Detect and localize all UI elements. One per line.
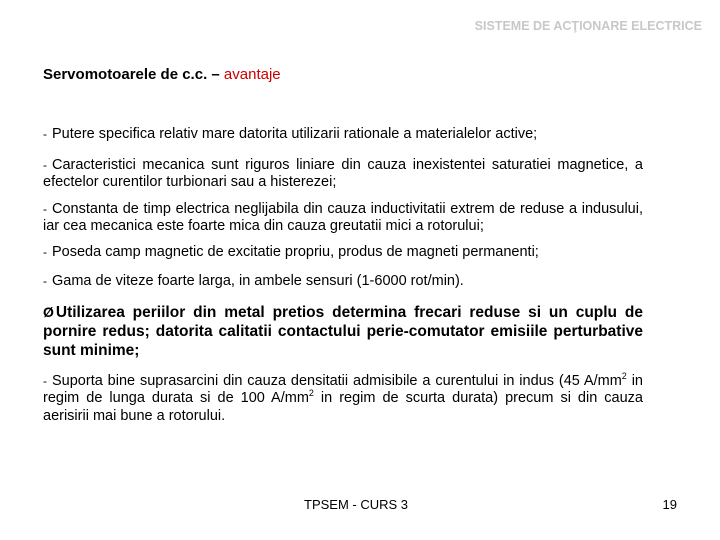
arrow-bullet-icon: Ø <box>43 303 54 320</box>
footer-course: TPSEM - CURS 3 <box>304 497 409 512</box>
dash-marker: - <box>43 244 47 259</box>
bullet-poseda <box>43 244 643 262</box>
bullet-text-b: in regim de lunga durata si de 100 A/mm <box>43 372 643 406</box>
dash-marker: - <box>43 201 47 216</box>
dash-marker: - <box>43 157 47 172</box>
title-highlight: avantaje <box>223 66 281 83</box>
bullet-caracteristici <box>43 157 643 192</box>
dash-marker: - <box>43 373 47 388</box>
superscript: 2 <box>308 388 314 399</box>
bullet-suporta <box>43 370 643 426</box>
header-title: SISTEME DE ACŢIONARE ELECTRICE <box>474 19 702 33</box>
bullet-gama <box>43 273 643 291</box>
slide-title <box>43 66 281 83</box>
bullet-text: Poseda camp magnetic de excitatie propriu, produs de magneti permanenti; <box>52 243 539 260</box>
bullet-constanta <box>43 201 643 236</box>
dash-marker: - <box>43 274 47 288</box>
bullet-text: Utilizarea periilor din metal pretios determina frecari reduse si un cuplu de pornire redus; datorita calitatii contactului perie-comutator emisiile perturbative sunt minime; <box>43 303 643 359</box>
page-number: 19 <box>662 497 677 512</box>
dash-marker: - <box>43 127 47 141</box>
bullet-text-a: Suporta bine suprasarcini din cauza densitatii admisibile a curentului in indus (45 A/mm <box>52 372 622 389</box>
bullet-text: Caracteristici mecanica sunt riguros liniare din cauza inexistentei saturatiei magnetice, a efectelor curentilor turbionari sau a histerezei; <box>43 156 643 190</box>
bullet-text: Putere specifica relativ mare datorita utilizarii rationale a materialelor active; <box>52 126 538 142</box>
title-prefix: Servomotoarele de c.c. – <box>43 66 224 83</box>
slide-body <box>43 126 643 425</box>
bullet-text: Constanta de timp electrica neglijabila din cauza inductivitatii extrem de reduse a indusului, iar cea mecanica este foarte mica din cauza greutatii mici a rotorului; <box>43 200 643 234</box>
bullet-utilizarea <box>43 303 643 360</box>
superscript: 2 <box>621 370 627 381</box>
bullet-putere <box>43 126 643 144</box>
bullet-text-c: in regim de scurta durata) precum si din cauza aerisirii mai bune a rotorului. <box>43 390 643 424</box>
bullet-text: Gama de viteze foarte larga, in ambele sensuri (1-6000 rot/min). <box>52 273 464 289</box>
